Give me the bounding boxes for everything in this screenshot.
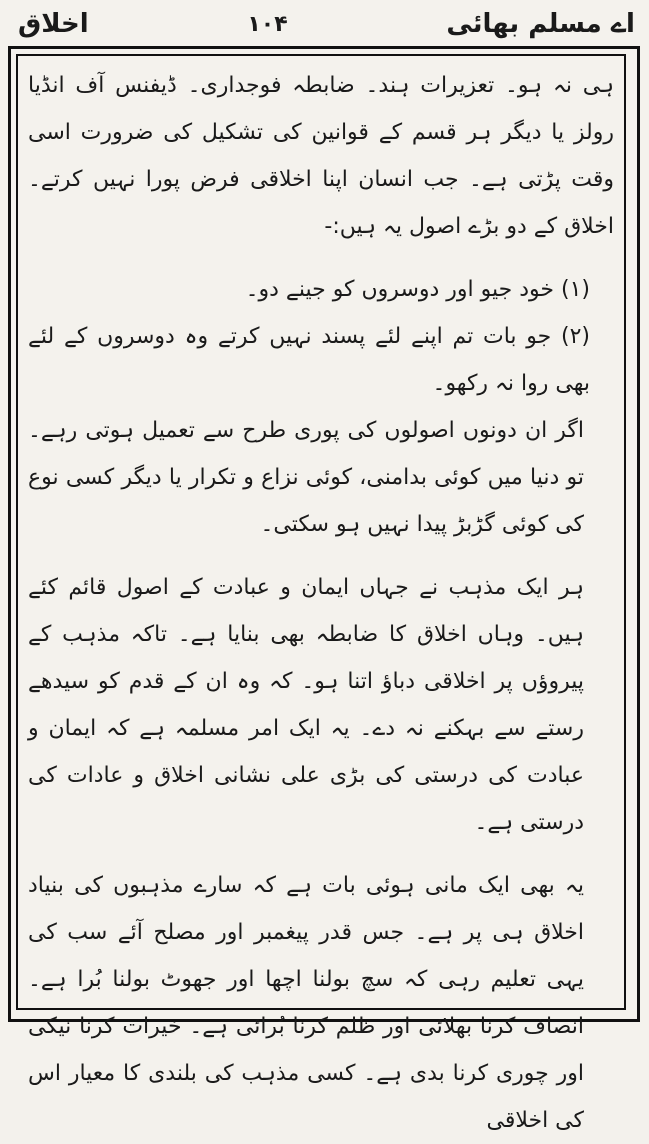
chapter-title: اخلاق — [18, 9, 89, 39]
page-header — [18, 4, 635, 44]
principle-2: (۲) جو بات تم اپنے لئے پسند نہیں کرتے وہ دوسروں کے لئے بھی روا نہ رکھو۔ — [28, 324, 590, 396]
paragraph-3: ہر ایک مذہب نے جہاں ایمان و عبادت کے اصول قائم کئے ہیں۔ وہاں اخلاق کا ضابطہ بھی بنایا ہے۔ تاکہ مذہب کے پیروؤں پر اخلاقی دباؤ اتنا ہو۔ کہ وہ ان کے قدم کو سیدھے رستے سے بہکنے نہ دے۔ یہ ایک امر مسلمہ ہے کہ ایمان و عبادت کی درستی کی بڑی علی نشانی اخلاق و عادات کی درستی ہے۔ — [28, 575, 584, 835]
page-body — [28, 62, 614, 1133]
book-title: اے مسلم بھائی — [446, 9, 635, 39]
paragraph-1: ہی نہ ہو۔ تعزیرات ہند۔ ضابطہ فوجداری۔ ڈیفنس آف انڈیا رولز یا دیگر ہر قسم کے قوانین کی تشکیل کی ضرورت اسی وقت پڑتی ہے۔ جب انسان اپنا اخلاقی فرض پورا نہیں کرتے۔ اخلاق کے دو بڑے اصول یہ ہیں:- — [28, 73, 614, 239]
page-number: ۱۰۴ — [247, 11, 288, 37]
paragraph-2: اگر ان دونوں اصولوں کی پوری طرح سے تعمیل ہوتی رہے۔ تو دنیا میں کوئی بدامنی، کوئی نزاع و تکرار یا دیگر کسی نوع کی کوئی گڑبڑ پیدا نہیں ہو سکتی۔ — [28, 418, 584, 537]
principle-1: (۱) خود جیو اور دوسروں کو جینے دو۔ — [245, 277, 590, 302]
paragraph-4: یہ بھی ایک مانی ہوئی بات ہے کہ سارے مذہبوں کی بنیاد اخلاق ہی پر ہے۔ جس قدر پیغمبر اور مصلح آئے سب کی یہی تعلیم رہی کہ سچ بولنا اچھا اور جھوٹ بولنا بُرا ہے۔ انصاف کرنا بھلائی اور ظلم کرنا بُرائی ہے۔ خیرات کرنا نیکی اور چوری کرنا بدی ہے۔ کسی مذہب کی بلندی کا معیار اس کی اخلاقی — [28, 873, 584, 1133]
